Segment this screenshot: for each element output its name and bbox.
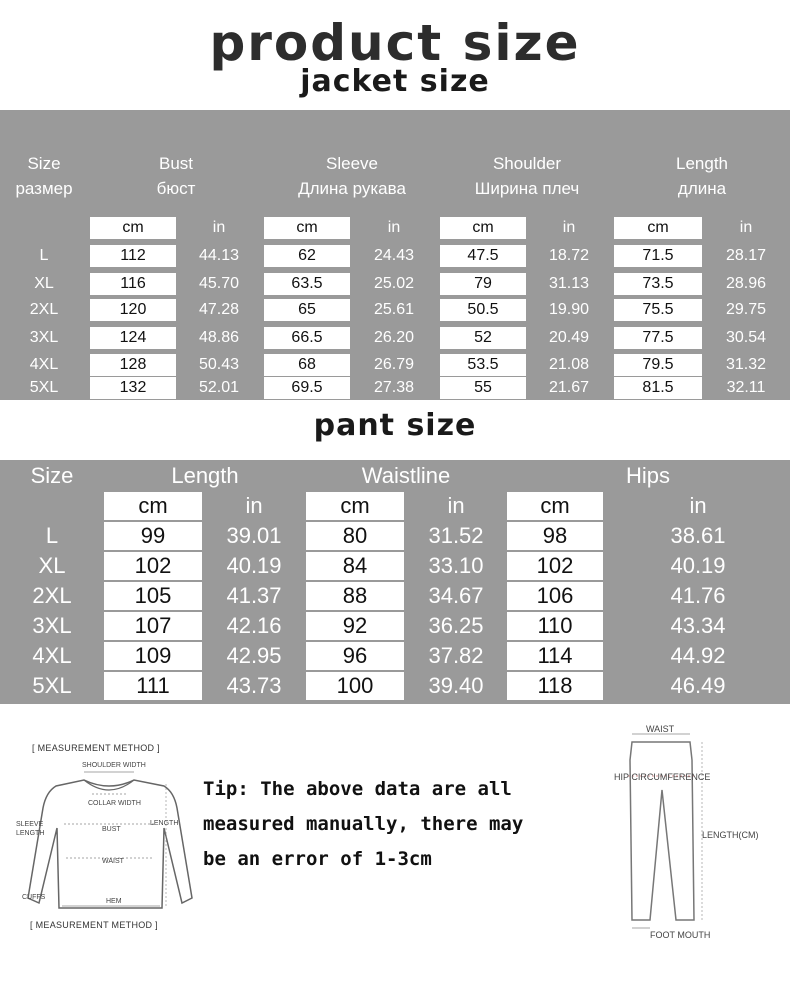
pants-outline-icon bbox=[610, 720, 785, 945]
jacket-section-title: jacket size bbox=[300, 64, 490, 99]
jacket-cell: 32.11 bbox=[726, 379, 766, 396]
jacket-size-label: 4XL bbox=[29, 356, 59, 373]
jacket-cell: 28.96 bbox=[725, 275, 767, 292]
pant-size-label: 4XL bbox=[32, 643, 72, 668]
jacket-cell: 31.32 bbox=[725, 356, 767, 373]
jacket-size-table bbox=[0, 110, 790, 400]
jacket-cell: 66.5 bbox=[264, 327, 350, 349]
tip-line-2: measured manually, there may bbox=[203, 813, 524, 835]
measurement-method-heading-bottom: [ MEASUREMENT METHOD ] bbox=[30, 920, 158, 930]
pant-cell: 44.92 bbox=[670, 643, 726, 668]
bust-label: BUST bbox=[102, 826, 121, 833]
pant-header-size: Size bbox=[30, 463, 74, 488]
pant-section-title: pant size bbox=[313, 408, 477, 443]
jacket-cell: 21.08 bbox=[548, 356, 590, 373]
pant-size-label: 5XL bbox=[32, 673, 72, 698]
jacket-cell: 62 bbox=[264, 245, 350, 267]
pant-cell: 109 bbox=[104, 642, 202, 670]
pant-cell: 40.19 bbox=[226, 553, 282, 578]
pant-cell: 33.10 bbox=[428, 553, 484, 578]
pant-size-label: XL bbox=[38, 553, 66, 578]
pant-header-waistline: Waistline bbox=[361, 463, 451, 488]
jacket-unit-header: cm bbox=[614, 217, 702, 239]
waist-label: WAIST bbox=[102, 858, 124, 865]
jacket-cell: 75.5 bbox=[614, 299, 702, 321]
pant-unit-header: in bbox=[245, 493, 263, 518]
jacket-header-shoulder-ru: Ширина плеч bbox=[474, 179, 580, 198]
tip-line-1: Tip: The above data are all bbox=[203, 778, 512, 800]
jacket-header-bust-ru: бюст bbox=[156, 179, 196, 198]
page-title: product size bbox=[209, 14, 581, 72]
pant-cell: 102 bbox=[507, 552, 603, 580]
pant-size-label: L bbox=[45, 523, 59, 548]
jacket-header-shoulder: Shoulder bbox=[492, 154, 562, 173]
pant-measurement-diagram bbox=[610, 720, 785, 945]
pant-waist-label: WAIST bbox=[646, 724, 675, 734]
jacket-cell: 132 bbox=[90, 377, 176, 399]
hip-circumference-label: HIP CIRCUMFERENCE bbox=[614, 772, 711, 782]
pant-cell: 111 bbox=[104, 672, 202, 700]
cuffs-label: CUFFS bbox=[22, 894, 46, 901]
pant-cell: 118 bbox=[507, 672, 603, 700]
pant-cell: 96 bbox=[306, 642, 404, 670]
jacket-cell: 79 bbox=[440, 273, 526, 295]
jacket-cell: 124 bbox=[90, 327, 176, 349]
jacket-cell: 45.70 bbox=[198, 275, 240, 292]
jacket-unit-header: cm bbox=[90, 217, 176, 239]
pant-cell: 42.16 bbox=[226, 613, 282, 638]
pant-cell: 39.40 bbox=[428, 673, 484, 698]
jacket-cell: 53.5 bbox=[440, 354, 526, 376]
jacket-cell: 52 bbox=[440, 327, 526, 349]
jacket-cell: 26.79 bbox=[373, 356, 415, 373]
pant-unit-header: cm bbox=[306, 492, 404, 520]
pant-cell: 92 bbox=[306, 612, 404, 640]
shoulder-width-label: SHOULDER WIDTH bbox=[82, 762, 146, 769]
jacket-size-label: 5XL bbox=[29, 379, 59, 396]
pant-unit-header: cm bbox=[507, 492, 603, 520]
pant-size-label: 2XL bbox=[32, 583, 72, 608]
jacket-size-label: 2XL bbox=[29, 301, 59, 318]
pant-cell: 36.25 bbox=[428, 613, 484, 638]
pant-cell: 84 bbox=[306, 552, 404, 580]
jacket-cell: 120 bbox=[90, 299, 176, 321]
sleeve-length-label: SLEEVE LENGTH bbox=[16, 821, 45, 837]
jacket-cell: 128 bbox=[90, 354, 176, 376]
pant-cell: 106 bbox=[507, 582, 603, 610]
pant-cell: 110 bbox=[507, 612, 603, 640]
jacket-cell: 20.49 bbox=[548, 329, 590, 346]
jacket-unit-header: cm bbox=[264, 217, 350, 239]
jacket-cell: 63.5 bbox=[264, 273, 350, 295]
pant-cell: 37.82 bbox=[428, 643, 484, 668]
pant-size-table bbox=[0, 460, 790, 704]
jacket-cell: 52.01 bbox=[198, 379, 240, 396]
jacket-cell: 27.38 bbox=[373, 379, 415, 396]
pant-cell: 41.37 bbox=[226, 583, 282, 608]
pant-cell: 105 bbox=[104, 582, 202, 610]
jacket-cell: 24.43 bbox=[373, 247, 415, 264]
jacket-cell: 28.17 bbox=[725, 247, 767, 264]
jacket-header-sleeve-ru: Длина рукава bbox=[298, 179, 406, 198]
jacket-cell: 50.5 bbox=[440, 299, 526, 321]
jacket-cell: 26.20 bbox=[373, 329, 415, 346]
jacket-header-length-ru: длина bbox=[677, 179, 727, 198]
pant-cell: 43.34 bbox=[670, 613, 726, 638]
jacket-header-bust: Bust bbox=[158, 154, 194, 173]
pant-cell: 38.61 bbox=[670, 523, 726, 548]
pant-size-label: 3XL bbox=[32, 613, 72, 638]
jacket-cell: 116 bbox=[90, 273, 176, 295]
pant-cell: 114 bbox=[507, 642, 603, 670]
jacket-unit-header: cm bbox=[440, 217, 526, 239]
foot-mouth-label: FOOT MOUTH bbox=[650, 930, 711, 940]
jacket-cell: 77.5 bbox=[614, 327, 702, 349]
jacket-cell: 25.61 bbox=[373, 301, 415, 318]
jacket-header-length: Length bbox=[676, 154, 728, 173]
pant-cell: 41.76 bbox=[670, 583, 726, 608]
collar-width-label: COLLAR WIDTH bbox=[88, 800, 141, 807]
pant-cell: 43.73 bbox=[226, 673, 282, 698]
tip-line-3: be an error of 1-3cm bbox=[203, 848, 432, 870]
pant-length-label: LENGTH(CM) bbox=[702, 830, 759, 840]
jacket-cell: 65 bbox=[264, 299, 350, 321]
jacket-cell: 112 bbox=[90, 245, 176, 267]
jacket-unit-header: in bbox=[387, 219, 401, 236]
jacket-cell: 48.86 bbox=[198, 329, 240, 346]
jacket-unit-header: in bbox=[562, 219, 576, 236]
pant-unit-header: in bbox=[689, 493, 707, 518]
pant-cell: 102 bbox=[104, 552, 202, 580]
jacket-cell: 69.5 bbox=[264, 377, 350, 399]
jacket-cell: 71.5 bbox=[614, 245, 702, 267]
pant-header-hips: Hips bbox=[625, 463, 670, 488]
pant-cell: 107 bbox=[104, 612, 202, 640]
jacket-header-size: Size bbox=[27, 154, 61, 173]
jacket-size-label: XL bbox=[34, 275, 54, 292]
pant-cell: 80 bbox=[306, 522, 404, 550]
pant-cell: 88 bbox=[306, 582, 404, 610]
jacket-cell: 21.67 bbox=[548, 379, 590, 396]
jacket-cell: 79.5 bbox=[614, 354, 702, 376]
pant-cell: 39.01 bbox=[226, 523, 282, 548]
pant-header-length: Length bbox=[171, 463, 239, 488]
pant-cell: 31.52 bbox=[428, 523, 484, 548]
shirt-outline-icon bbox=[14, 758, 204, 938]
pant-cell: 42.95 bbox=[226, 643, 282, 668]
jacket-cell: 29.75 bbox=[725, 301, 767, 318]
pant-cell: 34.67 bbox=[428, 583, 484, 608]
jacket-header-size-ru: размер bbox=[15, 179, 73, 198]
jacket-cell: 68 bbox=[264, 354, 350, 376]
jacket-cell: 25.02 bbox=[373, 275, 415, 292]
pant-unit-header: cm bbox=[104, 492, 202, 520]
jacket-size-label: L bbox=[39, 247, 49, 264]
pant-cell: 98 bbox=[507, 522, 603, 550]
jacket-cell: 55 bbox=[440, 377, 526, 399]
jacket-cell: 81.5 bbox=[614, 377, 702, 399]
jacket-unit-header: in bbox=[739, 219, 753, 236]
jacket-cell: 50.43 bbox=[198, 356, 240, 373]
jacket-cell: 44.13 bbox=[198, 247, 240, 264]
pant-cell: 46.49 bbox=[670, 673, 726, 698]
jacket-unit-header: in bbox=[212, 219, 226, 236]
jacket-size-label: 3XL bbox=[29, 329, 59, 346]
jacket-cell: 18.72 bbox=[548, 247, 590, 264]
jacket-cell: 73.5 bbox=[614, 273, 702, 295]
jacket-header-sleeve: Sleeve bbox=[326, 154, 378, 173]
shirt-measurement-diagram bbox=[14, 740, 204, 940]
jacket-cell: 31.13 bbox=[548, 275, 590, 292]
pant-cell: 99 bbox=[104, 522, 202, 550]
jacket-cell: 47.28 bbox=[198, 301, 240, 318]
jacket-cell: 19.90 bbox=[548, 301, 590, 318]
pant-cell: 40.19 bbox=[670, 553, 726, 578]
pant-cell: 100 bbox=[306, 672, 404, 700]
jacket-cell: 30.54 bbox=[725, 329, 767, 346]
pant-unit-header: in bbox=[447, 493, 465, 518]
tip-text bbox=[203, 772, 623, 877]
length-label: LENGTH bbox=[150, 820, 179, 827]
measurement-method-heading-top: [ MEASUREMENT METHOD ] bbox=[32, 743, 160, 753]
jacket-cell: 47.5 bbox=[440, 245, 526, 267]
hem-label: HEM bbox=[106, 898, 122, 905]
